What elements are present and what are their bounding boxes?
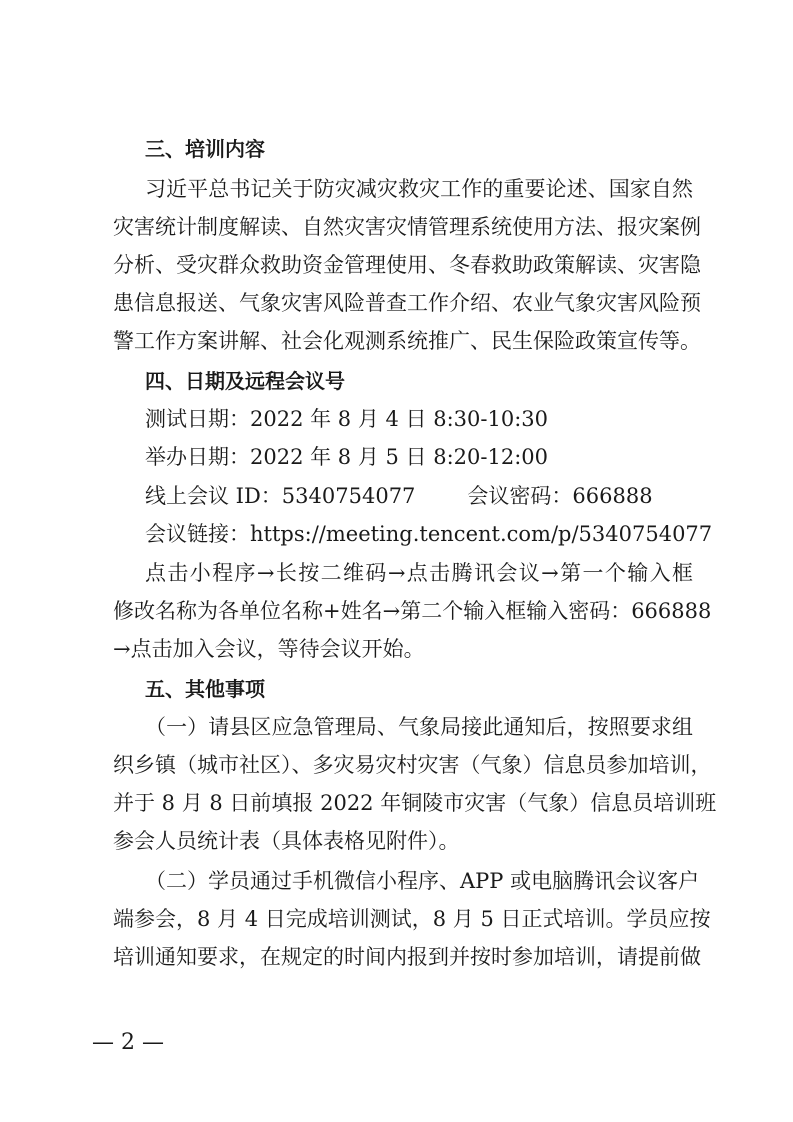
section-3-line-1: 习近平总书记关于防灾减灾救灾工作的重要论述、国家自然: [145, 177, 693, 201]
page-number: — 2 —: [92, 1030, 164, 1055]
item-1-line-3: 并于 8 月 8 日前填报 2022 年铜陵市灾害（气象）信息员培训班: [113, 791, 717, 815]
item-2-line-3: 培训通知要求，在规定的时间内报到并按时参加培训，请提前做: [113, 945, 701, 969]
section-3-line-5: 警工作方案讲解、社会化观测系统推广、民生保险政策宣传等。: [113, 329, 701, 353]
meeting-password: 会议密码：666888: [467, 484, 653, 508]
meeting-id: 线上会议 ID：5340754077: [145, 484, 416, 508]
item-2-line-2: 端参会，8 月 4 日完成培训测试，8 月 5 日正式培训。学员应按: [113, 907, 711, 931]
section-5-heading: 五、其他事项: [145, 677, 265, 701]
test-date: 测试日期：2022 年 8 月 4 日 8:30-10:30: [145, 407, 548, 431]
section-3-heading: 三、培训内容: [145, 137, 265, 161]
steps-line-3: →点击加入会议，等待会议开始。: [113, 637, 425, 661]
meeting-credentials: [145, 481, 693, 511]
meeting-link: 会议链接：https://meeting.tencent.com/p/5340754077: [145, 522, 713, 546]
item-1-line-1: （一）请县区应急管理局、气象局接此通知后，按照要求组: [145, 715, 693, 739]
item-1-line-2: 织乡镇（城市社区）、多灾易灾村灾害（气象）信息员参加培训，: [113, 753, 712, 777]
section-3-line-4: 患信息报送、气象灾害风险普查工作介绍、农业气象灾害风险预: [113, 291, 701, 315]
steps-line-1: 点击小程序→长按二维码→点击腾讯会议→第一个输入框: [145, 561, 693, 585]
item-1-line-4: 参会人员统计表（具体表格见附件）。: [113, 829, 460, 853]
section-4-heading: 四、日期及远程会议号: [145, 369, 345, 393]
section-3-line-2: 灾害统计制度解读、自然灾害灾情管理系统使用方法、报灾案例: [113, 215, 701, 239]
steps-line-2: 修改名称为各单位名称+姓名→第二个输入框输入密码：666888: [113, 599, 712, 623]
event-date: 举办日期：2022 年 8 月 5 日 8:20-12:00: [145, 445, 548, 469]
item-2-line-1: （二）学员通过手机微信小程序、APP 或电脑腾讯会议客户: [145, 869, 700, 893]
section-3-line-3: 分析、受灾群众救助资金管理使用、冬春救助政策解读、灾害隐: [113, 253, 701, 277]
